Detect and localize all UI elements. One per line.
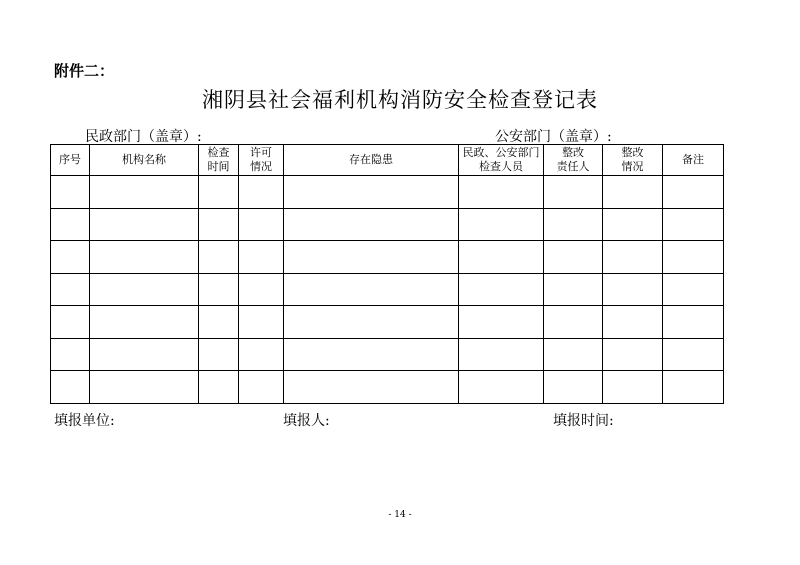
filling-unit-label: 填报单位:: [54, 413, 115, 429]
header-hazards: 存在隐患: [284, 145, 459, 176]
table-cell[interactable]: [199, 371, 239, 404]
table-row: [51, 208, 724, 241]
table-cell[interactable]: [663, 306, 724, 339]
document-title: 湘阴县社会福利机构消防安全检查登记表: [202, 88, 598, 112]
table-cell[interactable]: [459, 371, 544, 404]
table-cell[interactable]: [603, 208, 663, 241]
table-cell[interactable]: [51, 338, 90, 371]
table-cell[interactable]: [239, 241, 284, 274]
header-inspection-time: 检查 时间: [199, 145, 239, 176]
table-cell[interactable]: [603, 371, 663, 404]
table-body: [51, 176, 724, 404]
table-cell[interactable]: [51, 241, 90, 274]
table-row: [51, 306, 724, 339]
filler-person-label: 填报人:: [283, 413, 330, 429]
header-rectification-status: 整改 情况: [603, 145, 663, 176]
table-cell[interactable]: [90, 338, 199, 371]
table-cell[interactable]: [90, 176, 199, 209]
table-cell[interactable]: [239, 371, 284, 404]
table-cell[interactable]: [544, 208, 603, 241]
table-row: [51, 176, 724, 209]
table-cell[interactable]: [284, 176, 459, 209]
table-cell[interactable]: [663, 273, 724, 306]
table-cell[interactable]: [51, 208, 90, 241]
table-cell[interactable]: [459, 306, 544, 339]
table-cell[interactable]: [459, 176, 544, 209]
table-cell[interactable]: [603, 176, 663, 209]
table-cell[interactable]: [239, 176, 284, 209]
table-cell[interactable]: [603, 306, 663, 339]
table-cell[interactable]: [239, 208, 284, 241]
filling-time-label: 填报时间:: [553, 413, 614, 429]
table-cell[interactable]: [239, 306, 284, 339]
table-cell[interactable]: [459, 273, 544, 306]
table-cell[interactable]: [544, 371, 603, 404]
table-cell[interactable]: [663, 176, 724, 209]
table-cell[interactable]: [90, 273, 199, 306]
table-cell[interactable]: [239, 338, 284, 371]
table-cell[interactable]: [199, 306, 239, 339]
header-rectification-owner: 整改 责任人: [544, 145, 603, 176]
table-cell[interactable]: [284, 338, 459, 371]
table-cell[interactable]: [284, 273, 459, 306]
public-security-seal-label: 公安部门（盖章）:: [495, 129, 612, 145]
table-cell[interactable]: [90, 371, 199, 404]
header-permit-status: 许可 情况: [239, 145, 284, 176]
table-cell[interactable]: [199, 273, 239, 306]
table-cell[interactable]: [544, 176, 603, 209]
table-cell[interactable]: [603, 273, 663, 306]
table-header: [51, 145, 724, 176]
table-row: [51, 273, 724, 306]
table-row: [51, 371, 724, 404]
table-cell[interactable]: [90, 208, 199, 241]
table-cell[interactable]: [51, 176, 90, 209]
table-cell[interactable]: [459, 338, 544, 371]
table-cell[interactable]: [603, 241, 663, 274]
table-cell[interactable]: [603, 338, 663, 371]
table-cell[interactable]: [239, 273, 284, 306]
table-cell[interactable]: [90, 241, 199, 274]
header-inspectors: 民政、公安部门 检查人员: [459, 145, 544, 176]
table-cell[interactable]: [663, 241, 724, 274]
table-cell[interactable]: [544, 338, 603, 371]
table-cell[interactable]: [663, 371, 724, 404]
table-cell[interactable]: [51, 371, 90, 404]
attachment-label: 附件二：: [54, 62, 115, 80]
header-institution-name: 机构名称: [90, 145, 199, 176]
table-cell[interactable]: [51, 273, 90, 306]
table-cell[interactable]: [199, 338, 239, 371]
table-cell[interactable]: [459, 208, 544, 241]
table-cell[interactable]: [90, 306, 199, 339]
table-cell[interactable]: [284, 371, 459, 404]
table-cell[interactable]: [51, 306, 90, 339]
table-row: [51, 241, 724, 274]
civil-affairs-seal-label: 民政部门（盖章）:: [85, 129, 202, 145]
table-cell[interactable]: [544, 241, 603, 274]
table-cell[interactable]: [544, 306, 603, 339]
page-number: - 14 -: [388, 510, 412, 520]
table-cell[interactable]: [663, 208, 724, 241]
table-cell[interactable]: [544, 273, 603, 306]
header-remarks: 备注: [663, 145, 724, 176]
table-cell[interactable]: [459, 241, 544, 274]
table-cell[interactable]: [663, 338, 724, 371]
table-row: [51, 338, 724, 371]
table-cell[interactable]: [284, 241, 459, 274]
header-serial-number: 序号: [51, 145, 90, 176]
table-cell[interactable]: [199, 176, 239, 209]
inspection-table: [50, 144, 724, 404]
table-cell[interactable]: [199, 208, 239, 241]
table-cell[interactable]: [199, 241, 239, 274]
table-cell[interactable]: [284, 306, 459, 339]
table-cell[interactable]: [284, 208, 459, 241]
